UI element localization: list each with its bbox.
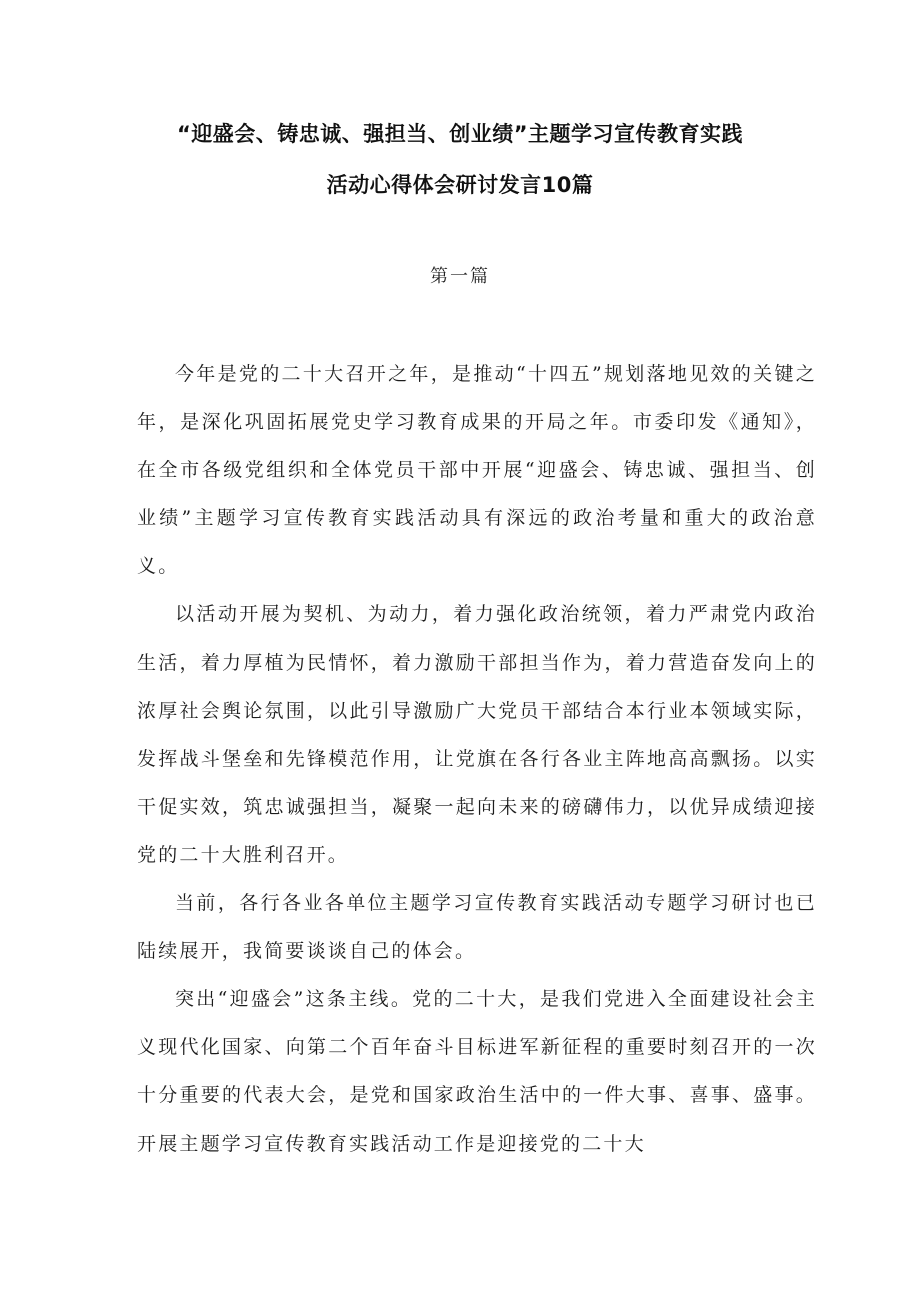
section-heading: 第一篇	[430, 266, 490, 287]
paragraph: 当前，各行各业各单位主题学习宣传教育实践活动专题学习研讨也已陆续展开，我简要谈谈自己的体会。	[137, 892, 817, 963]
document-title-line-2: 活动心得体会研讨发言10篇	[326, 173, 594, 197]
document-title-line-1: “迎盛会、铸忠诚、强担当、创业绩”主题学习宣传教育实践	[176, 122, 744, 146]
paragraph: 以活动开展为契机、为动力，着力强化政治统领，着力严肃党内政治生活，着力厚植为民情怀，着力激励干部担当作为，着力营造奋发向上的浓厚社会舆论氛围，以此引导激励广大党员干部结合本行业本领域实际，发挥战斗堡垒和先锋模范作用，让党旗在各行各业主阵地高高飘扬。以实干促实效，筑忠诚强担当，凝聚一起向未来的磅礴伟力，以优异成绩迎接党的二十大胜利召开。	[137, 603, 817, 866]
paragraph: 今年是党的二十大召开之年，是推动“十四五”规划落地见效的关键之年，是深化巩固拓展党史学习教育成果的开局之年。市委印发《通知》，在全市各级党组织和全体党员干部中开展“迎盛会、铸忠诚、强担当、创业绩”主题学习宣传教育实践活动具有深远的政治考量和重大的政治意义。	[137, 363, 817, 578]
document-body	[137, 350, 817, 1168]
paragraph: 突出“迎盛会”这条主线。党的二十大，是我们党进入全面建设社会主义现代化国家、向第二个百年奋斗目标进军新征程的重要时刻召开的一次十分重要的代表大会，是党和国家政治生活中的一件大事、喜事、盛事。开展主题学习宣传教育实践活动工作是迎接党的二十大	[137, 988, 817, 1155]
